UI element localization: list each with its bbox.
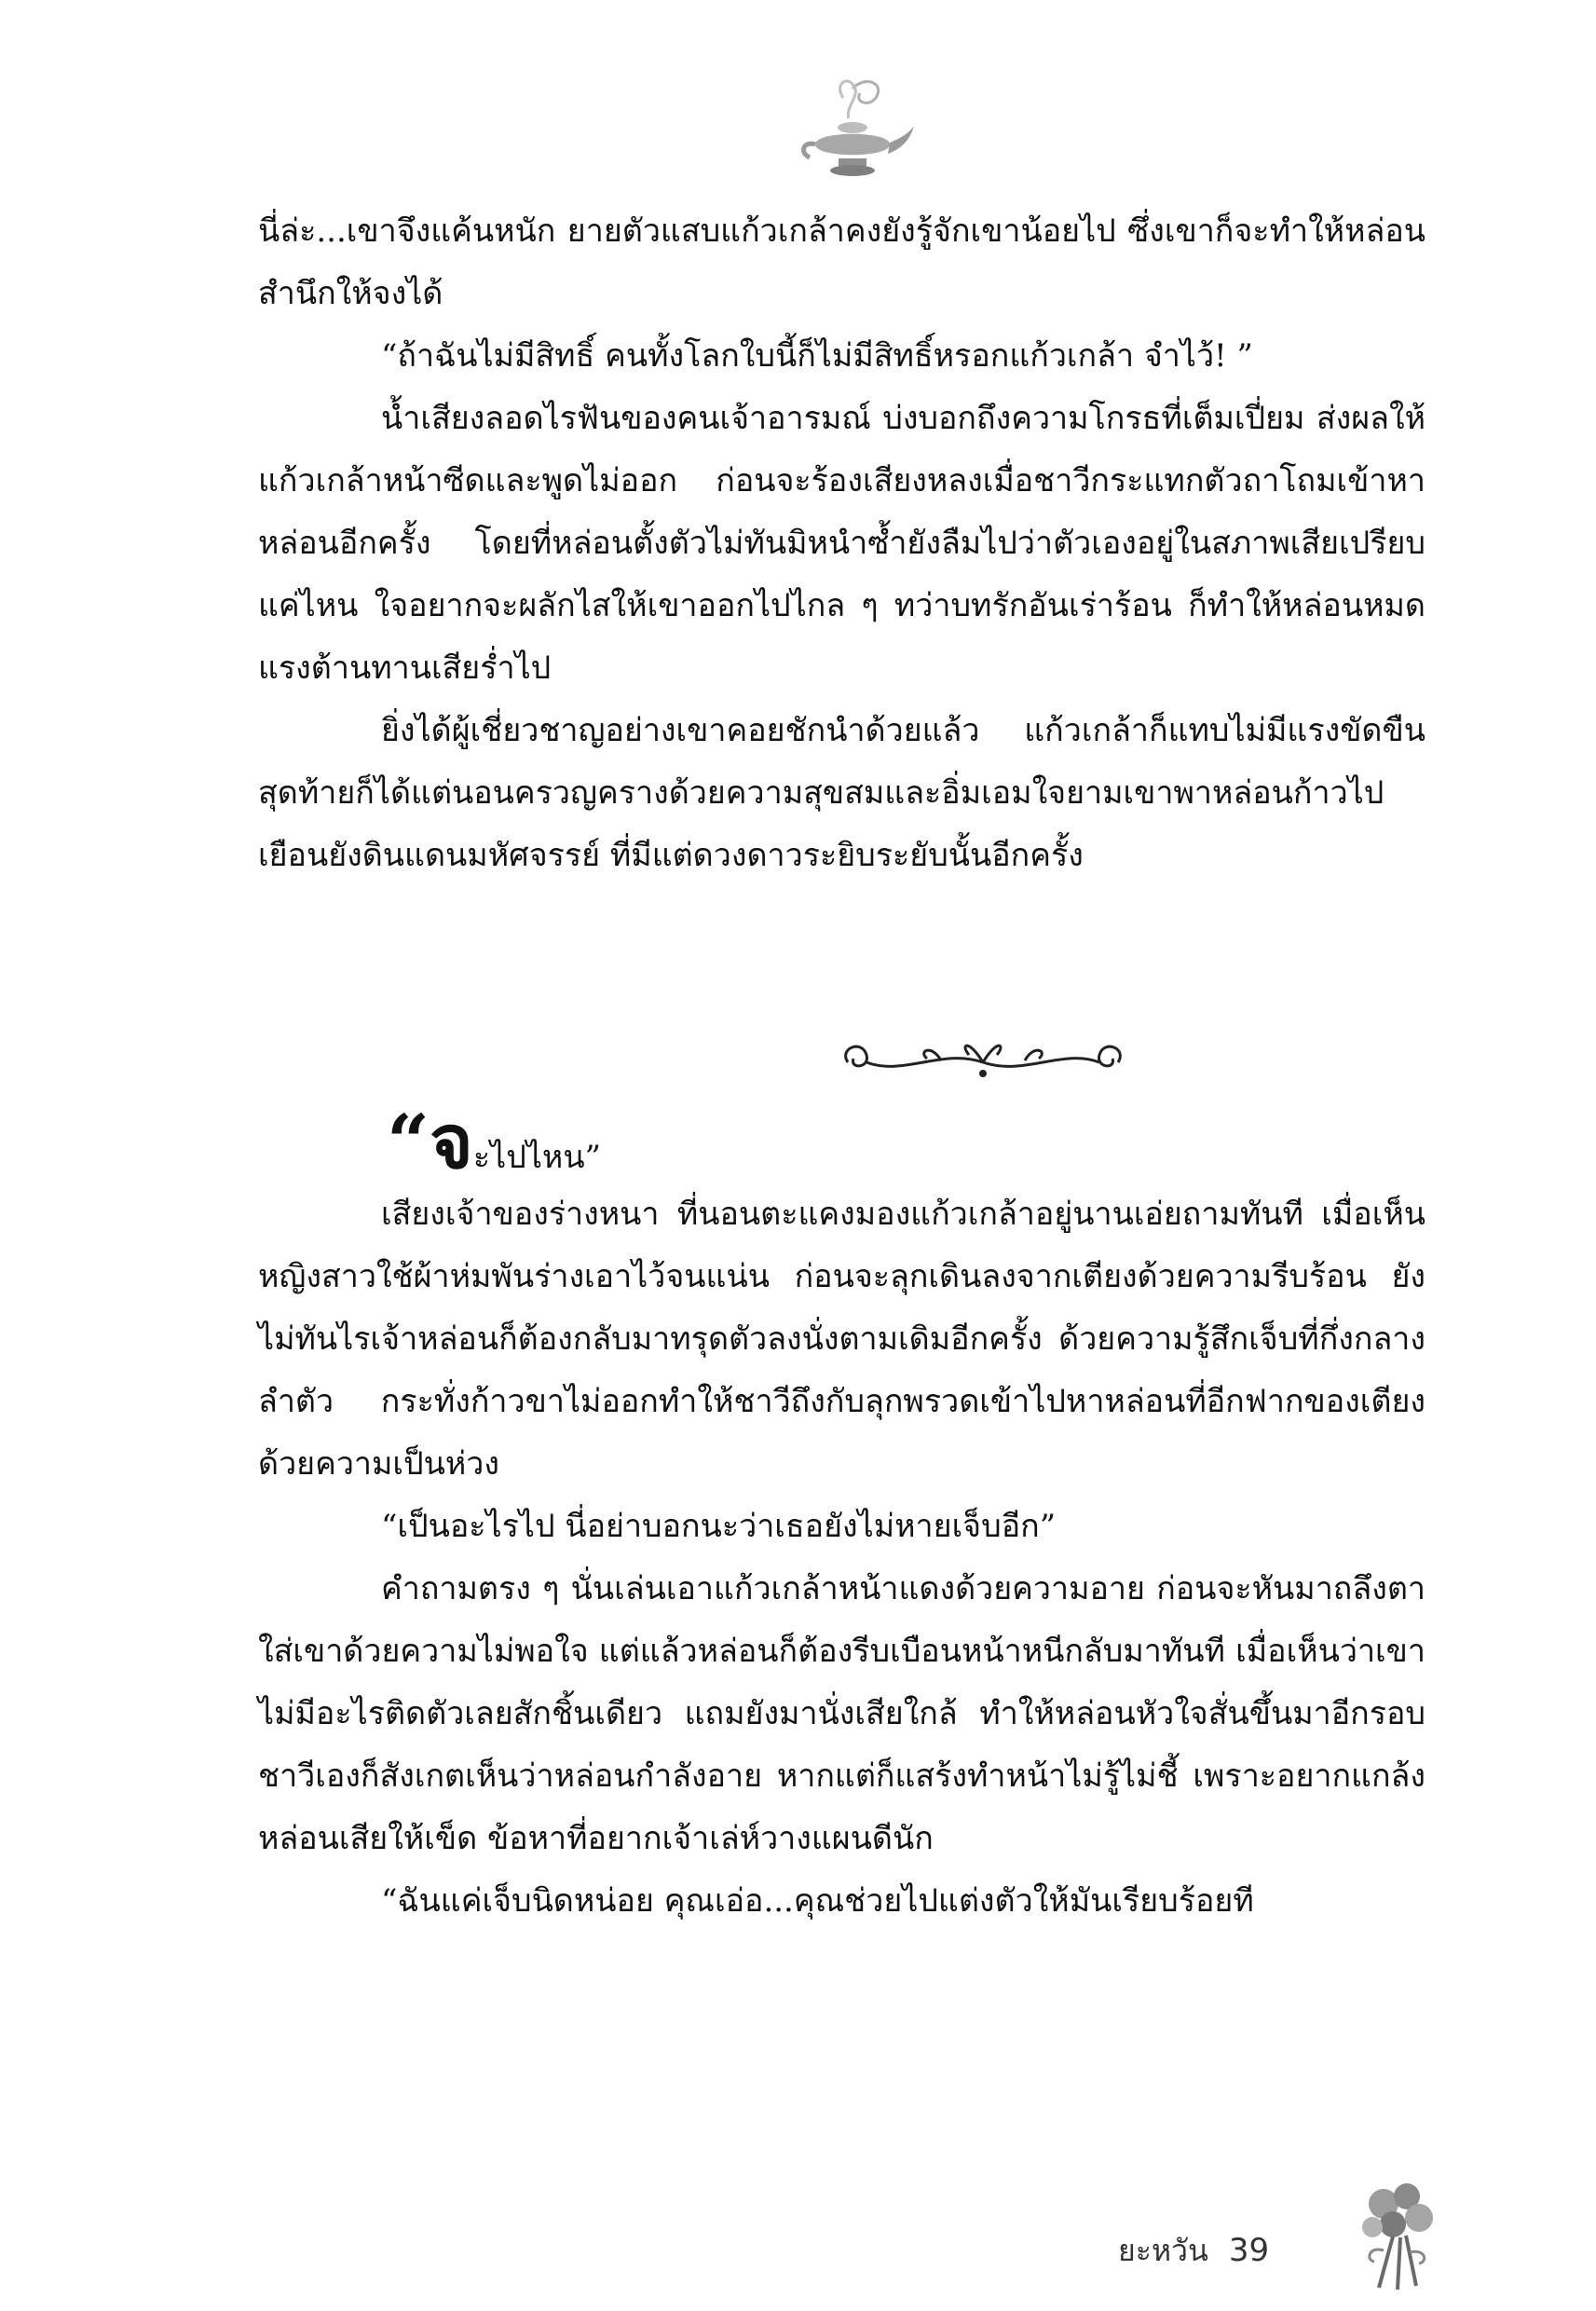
flower-bouquet-icon xyxy=(1346,2176,1449,2292)
dropcap-rest: ะไปไหน” xyxy=(472,1139,601,1176)
text-block-bottom xyxy=(258,1183,1425,1933)
magic-lamp-icon xyxy=(787,70,918,200)
page-number: 39 xyxy=(1228,2232,1270,2269)
text-block-top xyxy=(258,200,1425,887)
chapter-opening xyxy=(387,1090,601,1193)
flourish-divider-icon xyxy=(829,1025,1137,1100)
paragraph: เสียงเจ้าของร่างหนา ที่นอนตะแคงมองแก้วเกล้าอยู่นานเอ่ยถามทันที เมื่อเห็นหญิงสาวใช้ผ้าห่มพันร่างเอาไว้จนแน่น ก่อนจะลุกเดินลงจากเตียงด้วยความรีบร้อน ยังไม่ทันไรเจ้าหล่อนก็ต้องกลับมาทรุดตัวลงนั่งตามเดิมอีกครั้ง ด้วยความรู้สึกเจ็บที่กึ่งกลางลำตัว กระทั่งก้าวขาไม่ออกทำให้ชาวีถึงกับลุกพรวดเข้าไปหาหล่อนที่อีกฟากของเตียงด้วยความเป็นห่วง xyxy=(258,1196,1425,1483)
book-title: ยะหวัน xyxy=(1118,2233,1208,2268)
paragraph: น้ำเสียงลอดไรฟันของคนเจ้าอารมณ์ บ่งบอกถึงความโกรธที่เต็มเปี่ยม ส่งผลให้แก้วเกล้าหน้าซีดและพูดไม่ออก ก่อนจะร้องเสียงหลงเมื่อชาวีกระแทกตัวถาโถมเข้าหาหล่อนอีกครั้ง โดยที่หล่อนตั้งตัวไม่ทันมิหนำซ้ำยังลืมไปว่าตัวเองอยู่ในสภาพเสียเปรียบแค่ไหน ใจอยากจะผลักไสให้เขาออกไปไกล ๆ ทว่าบทรักอันเร่าร้อน ก็ทำให้หล่อนหมดแรงต้านทานเสียร่ำไป xyxy=(258,400,1425,687)
paragraph: ยิ่งได้ผู้เชี่ยวชาญอย่างเขาคอยชักนำด้วยแล้ว แก้วเกล้าก็แทบไม่มีแรงขัดขืน สุดท้ายก็ได้แต่นอนครวญครางด้วยความสุขสมและอิ่มเอมใจยามเขาพาหล่อนก้าวไปเยือนยังดินแดนมหัศจรรย์ ที่มีแต่ดวงดาวระยิบระยับนั้นอีกครั้ง xyxy=(258,712,1425,874)
paragraph: คำถามตรง ๆ นั่นเล่นเอาแก้วเกล้าหน้าแดงด้วยความอาย ก่อนจะหันมาถลึงตาใส่เขาด้วยความไม่พอใจ แต่แล้วหล่อนก็ต้องรีบเบือนหน้าหนีกลับมาทันที เมื่อเห็นว่าเขาไม่มีอะไรติดตัวเลยสักชิ้นเดียว แถมยังมานั่งเสียใกล้ ทำให้หล่อนหัวใจสั่นขึ้นมาอีกรอบ ชาวีเองก็สังเกตเห็นว่าหล่อนกำลังอาย หากแต่ก็แสร้งทำหน้าไม่รู้ไม่ชี้ เพราะอยากแกล้งหล่อนเสียให้เข็ด ข้อหาที่อยากเจ้าเล่ห์วางแผนดีนัก xyxy=(258,1570,1425,1857)
paragraph-dialogue: “เป็นอะไรไป นี่อย่าบอกนะว่าเธอยังไม่หายเจ็บอีก” xyxy=(381,1508,1057,1545)
page-footer xyxy=(1118,2232,1269,2269)
dropcap-quote: “ xyxy=(387,1098,430,1185)
paragraph-dialogue: “ถ้าฉันไม่มีสิทธิ์ คนทั้งโลกใบนี้ก็ไม่มีสิทธิ์หรอกแก้วเกล้า จำไว้! ” xyxy=(381,337,1253,375)
paragraph-dialogue: “ฉันแค่เจ็บนิดหน่อย คุณเอ่อ...คุณช่วยไปแต่งตัวให้มันเรียบร้อยที xyxy=(381,1882,1254,1920)
paragraph: นี่ล่ะ...เขาจึงแค้นหนัก ยายตัวแสบแก้วเกล้าคงยังรู้จักเขาน้อยไป ซึ่งเขาก็จะทำให้หล่อนสำนึกให้จงได้ xyxy=(258,212,1425,312)
dropcap-letter: จ xyxy=(430,1098,473,1185)
